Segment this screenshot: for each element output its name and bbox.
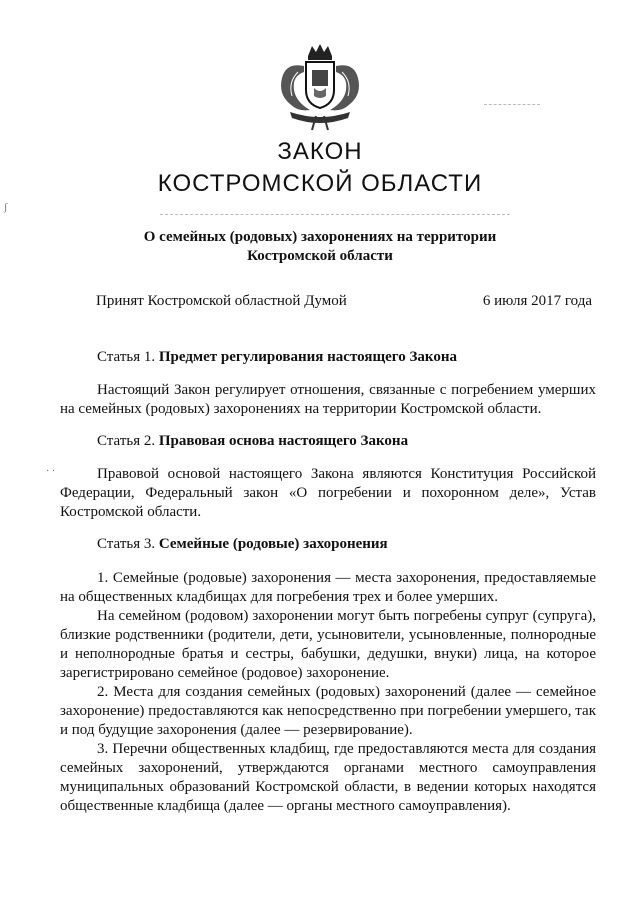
article-3-heading	[97, 535, 388, 554]
scan-dash-mid	[160, 214, 510, 215]
article-1-paragraph: Настоящий Закон регулирует отношения, связанные с погребением умерших на семейных (родовых) захоронениях на территории Костромской области.	[60, 382, 596, 417]
article-3-paragraph-1: 1. Семейные (родовые) захоронения — места захоронения, предоставляемые на общественных кладбищах для погребения трех и более умерших.	[60, 570, 596, 605]
article-3-paragraph-4: 3. Перечни общественных кладбищ, где предоставляются места для создания семейных захоронений, утверждаются органами местного самоуправления муниципальных образований Костромской области, в ведении которых находятся общественные кладбища (далее — органы местного самоуправления).	[60, 741, 596, 814]
article-2-title: Правовая основа настоящего Закона	[158, 433, 409, 449]
article-3-body	[60, 569, 596, 816]
article-1-number: Статья 1.	[97, 349, 156, 365]
article-3-title: Семейные (родовые) захоронения	[158, 536, 388, 552]
article-3-paragraph-3: 2. Места для создания семейных (родовых) захоронений (далее — семейное захоронение) предоставляются как непосредственно при погребении умершего, так и под будущие захоронения (далее — резервирование).	[60, 684, 596, 738]
law-title-line2: КОСТРОМСКОЙ ОБЛАСТИ	[157, 170, 483, 197]
adoption-date: 6 июля 2017 года	[482, 293, 592, 309]
article-2-heading	[97, 432, 408, 451]
article-2-number: Статья 2.	[97, 433, 156, 449]
scan-mark-dots: · ·	[46, 466, 56, 477]
law-subject-line2: Костромской области	[247, 248, 393, 264]
scan-dash-top-right	[484, 104, 540, 105]
adoption-body: Принят Костромской областной Думой	[96, 293, 347, 309]
article-1-title: Предмет регулирования настоящего Закона	[158, 349, 457, 365]
scan-mark-left: ʃ	[4, 202, 8, 213]
coat-of-arms-emblem	[268, 42, 372, 134]
law-subject-line1: О семейных (родовых) захоронениях на территории	[143, 229, 497, 245]
adoption-line	[96, 292, 592, 311]
article-3-number: Статья 3.	[97, 536, 156, 552]
article-1-heading	[97, 348, 457, 367]
article-2-body	[60, 465, 596, 522]
law-title	[0, 136, 640, 200]
law-subject	[60, 228, 580, 266]
article-2-paragraph: Правовой основой настоящего Закона являются Конституция Российской Федерации, Федеральный закон «О погребении и похоронном деле», Устав Костромской области.	[60, 466, 596, 520]
law-title-line1: ЗАКОН	[277, 138, 363, 165]
article-3-paragraph-2: На семейном (родовом) захоронении могут быть погребены супруг (супруга), близкие родственники (родители, дети, усыновители, усыновленные, полнородные и неполнородные братья и сестры, бабушки, дедушки, внуки) лица, на которое зарегистрировано семейное (родовое) захоронение.	[60, 608, 596, 681]
article-1-body	[60, 381, 596, 419]
